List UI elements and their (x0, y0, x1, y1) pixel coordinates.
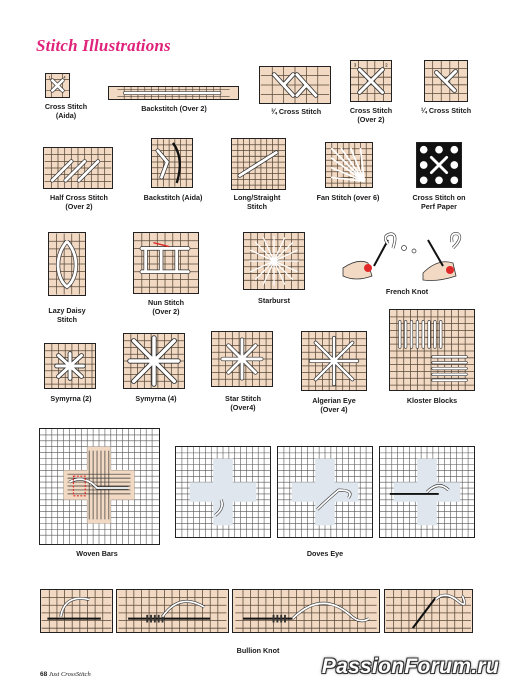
magazine-name: Just CrossStitch (48, 671, 91, 678)
algerian-eye-diagram (301, 331, 367, 391)
three-quarter-cross-diagram (259, 66, 331, 104)
page-title: Stitch Illustrations (36, 36, 171, 55)
bullion-knot-diagram (40, 589, 113, 633)
doves-eye-diagram-3 (379, 446, 475, 538)
svg-text:3: 3 (353, 62, 357, 68)
symyrna-4-diagram (123, 333, 185, 389)
stitch-label: Symyrna (4) (135, 394, 177, 403)
page-number: 68 (40, 671, 48, 678)
star-stitch-diagram (211, 331, 273, 387)
stitch-label: Symyrna (2) (50, 394, 92, 403)
woven-bars-diagram (39, 428, 160, 545)
stitch-label: Cross Stitch on Perf Paper (412, 193, 466, 211)
stitch-label: ¼ Cross Stitch (420, 106, 472, 115)
symyrna-2-diagram (44, 343, 96, 389)
stitch-label: Starburst (258, 296, 290, 305)
bullion-knot-diagram-2 (116, 589, 229, 633)
page-footer (40, 671, 91, 678)
quarter-cross-diagram (424, 60, 468, 102)
bullion-knot-diagram-4 (384, 589, 473, 633)
stitch-label: Woven Bars (76, 549, 118, 558)
stitch-label: Backstitch (Over 2) (141, 104, 207, 113)
svg-text:1: 1 (48, 75, 51, 80)
backstitch-aida-diagram (151, 138, 193, 188)
starburst-diagram (243, 232, 305, 290)
fan-stitch-diagram (325, 142, 373, 188)
stitch-label: Algerian Eye (Over 4) (312, 396, 356, 414)
svg-text:2: 2 (385, 62, 388, 68)
stitch-label: Lazy Daisy Stitch (48, 306, 86, 324)
stitch-label: Backstitch (Aida) (143, 193, 203, 202)
watermark: PassionForum.ru (321, 655, 499, 678)
stitch-label: Nun Stitch (Over 2) (148, 298, 184, 316)
long-straight-diagram (231, 138, 286, 190)
doves-eye-diagram-2 (277, 446, 373, 538)
french-knot-diagram (338, 228, 473, 283)
stitch-label: Fan Stitch (over 6) (316, 193, 380, 202)
stitch-label: Star Stitch (Over4) (225, 394, 261, 412)
stitch-label: Doves Eye (306, 549, 344, 558)
nun-stitch-diagram (133, 232, 199, 294)
lazy-daisy-diagram (48, 232, 86, 296)
stitch-label: Cross Stitch (Aida) (44, 102, 88, 120)
stitch-label: Bullion Knot (236, 646, 280, 655)
stitch-label: Cross Stitch (Over 2) (349, 106, 393, 124)
cross-stitch-aida-diagram (45, 73, 70, 98)
stitch-label: ¾ Cross Stitch (270, 107, 322, 116)
cross-stitch-over2-diagram (350, 60, 392, 102)
stitch-label: French Knot (385, 287, 429, 296)
doves-eye-diagram (175, 446, 271, 538)
stitch-label: Long/Straight Stitch (233, 193, 281, 211)
bullion-knot-diagram-3 (232, 589, 380, 633)
stitch-label: Half Cross Stitch (Over 2) (50, 193, 108, 211)
stitch-label: Kloster Blocks (406, 396, 458, 405)
half-cross-diagram (43, 147, 113, 189)
kloster-blocks-diagram (389, 309, 475, 391)
svg-text:4: 4 (63, 75, 66, 80)
backstitch-over2-diagram (108, 86, 239, 100)
perf-paper-diagram (416, 142, 462, 188)
